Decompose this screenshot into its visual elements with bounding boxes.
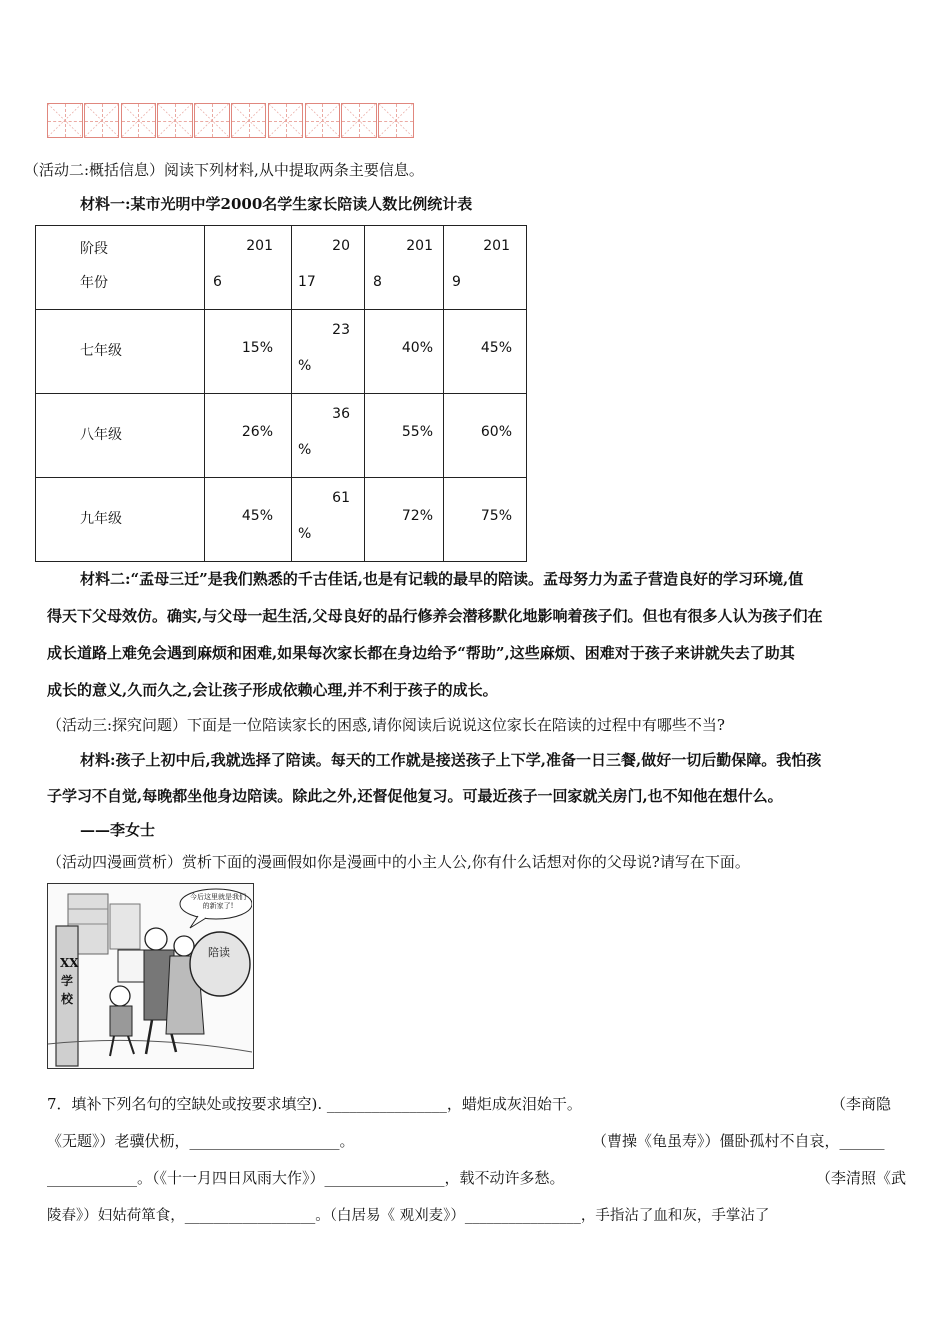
- grid-cell: [84, 103, 120, 138]
- value-cell: 45%: [241, 508, 273, 524]
- grid-cell: [194, 103, 230, 138]
- grid-cell: [231, 103, 267, 138]
- grid-cell: [121, 103, 157, 138]
- grade-label: 九年级: [80, 511, 122, 527]
- cartoon-image: [47, 883, 254, 1069]
- year-header-cell: [205, 226, 292, 310]
- material2-line: 得天下父母效仿。确实,与父母一起生活,父母良好的品行修养会潜移默化地影响着孩子们。但也有很多人认为孩子们在: [47, 607, 823, 625]
- value-cell: 55%: [401, 424, 433, 440]
- activity3-heading: （活动三:探究问题）下面是一位陪读家长的困惑,请你阅读后说说这位家长在陪读的过程中有哪些不当?: [47, 716, 725, 734]
- year-header-cell: [292, 226, 365, 310]
- activity2-heading: （活动二:概括信息）阅读下列材料,从中提取两条主要信息。: [24, 161, 424, 179]
- value-pct: %: [298, 442, 312, 458]
- q7-line-4: 陵春》）妇姑荷箪食，__________________。（白居易《 观刈麦》）________________，手指沾了血和灰，手掌沾了: [47, 1208, 770, 1224]
- q7-line-2-mid: （曹操《龟虽寿》）僵卧孤村不自哀，______: [592, 1132, 885, 1150]
- q7-line-1-right: （李商隐: [831, 1095, 892, 1113]
- year-top: 201: [406, 238, 433, 254]
- school-sign-text: XX学校: [60, 956, 79, 1006]
- value-cell: 36: [332, 406, 350, 422]
- year-header-cell: [444, 226, 527, 310]
- material2-line: 成长的意义,久而久之,会让孩子形成依赖心理,并不利于孩子的成长。: [47, 681, 498, 699]
- material2-line: 成长道路上难免会遇到麻烦和困难,如果每次家长都在身边给予“帮助”,这些麻烦、困难对于孩子来讲就失去了助其: [47, 644, 795, 662]
- value-cell: 72%: [401, 508, 433, 524]
- value-pct: %: [298, 526, 312, 542]
- table-corner-cell: [36, 226, 205, 310]
- grid-cell: [341, 103, 377, 138]
- value-cell: 61: [332, 490, 350, 506]
- value-pct: %: [298, 358, 312, 374]
- writing-grid: [47, 103, 415, 139]
- activity3-material-line: 材料:孩子上初中后,我就选择了陪读。每天的工作就是接送孩子上下学,准备一日三餐,做好一切后勤保障。我怕孩: [80, 751, 822, 769]
- table-row: [36, 478, 527, 562]
- material1-title: 材料一:某市光明中学2000名学生家长陪读人数比例统计表: [80, 195, 473, 213]
- year-bottom: 17: [298, 274, 316, 290]
- table-row: [36, 310, 527, 394]
- value-cell: 45%: [480, 340, 512, 356]
- year-bottom: 9: [452, 274, 461, 290]
- grade-label: 七年级: [80, 343, 122, 359]
- value-cell: 15%: [241, 340, 273, 356]
- year-bottom: 8: [373, 274, 382, 290]
- q7-line-3: ____________。（《十一月四日风雨大作》）________________，载不动许多愁。: [47, 1169, 565, 1187]
- stats-table: [35, 225, 527, 562]
- year-top: 20: [332, 238, 350, 254]
- year-top: 201: [483, 238, 510, 254]
- activity3-material-line: 子学习不自觉,每晚都坐他身边陪读。除此之外,还督促他复习。可最近孩子一回家就关房门,也不知他在想什么。: [47, 787, 783, 805]
- cartoon-illustration: [48, 884, 252, 1067]
- table-row: [36, 394, 527, 478]
- grid-cell: [157, 103, 193, 138]
- sack-label: 陪读: [208, 946, 230, 959]
- q7-line-2: 《无题》）老骥伏枥，____________________。: [47, 1132, 355, 1150]
- material2-line: 材料二:“孟母三迁”是我们熟悉的千古佳话,也是有记载的最早的陪读。孟母努力为孟子营造良好的学习环境,值: [80, 570, 804, 588]
- year-bottom: 6: [213, 274, 222, 290]
- value-cell: 40%: [401, 340, 433, 356]
- q7-line-1: 7．填补下列名句的空缺处或按要求填空). ________________，蜡炬成灰泪始干。: [47, 1095, 582, 1113]
- activity3-signature: ——李女士: [80, 821, 156, 839]
- corner-top-label: 阶段: [80, 241, 108, 257]
- speech-bubble-text: 今后这里就是我们的新家了!: [190, 893, 246, 910]
- year-header-cell: [365, 226, 444, 310]
- grid-cell: [305, 103, 341, 138]
- value-cell: 23: [332, 322, 350, 338]
- grid-cell: [378, 103, 414, 138]
- grid-cell: [47, 103, 83, 138]
- value-cell: 26%: [241, 424, 273, 440]
- corner-bottom-label: 年份: [80, 275, 108, 291]
- activity4-heading: （活动四漫画赏析）赏析下面的漫画假如你是漫画中的小主人公,你有什么话想对你的父母说?请写在下面。: [47, 853, 750, 871]
- grade-label: 八年级: [80, 427, 122, 443]
- q7-line-3-right: （李清照《武: [816, 1169, 907, 1187]
- value-cell: 60%: [480, 424, 512, 440]
- grid-cell: [268, 103, 304, 138]
- value-cell: 75%: [480, 508, 512, 524]
- year-top: 201: [246, 238, 273, 254]
